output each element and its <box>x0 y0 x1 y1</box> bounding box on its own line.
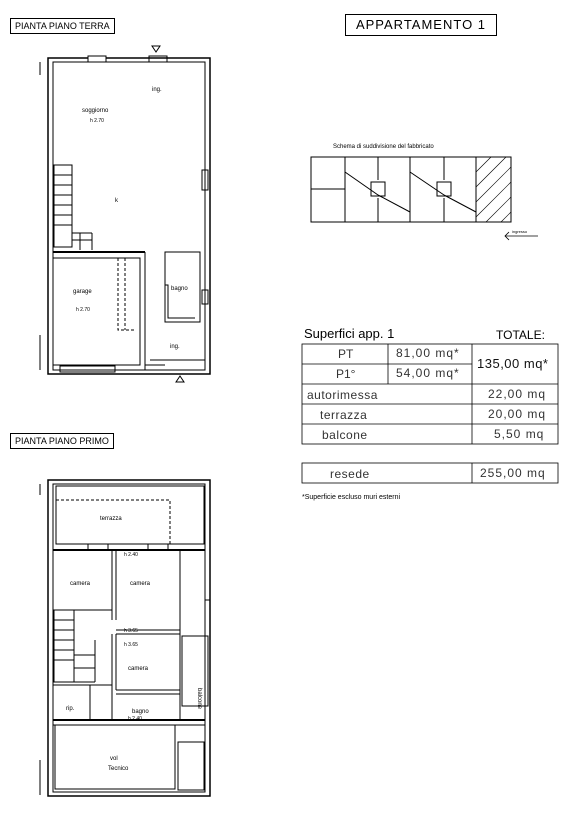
total-header: TOTALE: <box>496 328 545 342</box>
soggiorno-height-text: h 2.70 <box>90 118 104 124</box>
camera-right-text: camera <box>130 581 151 587</box>
ground-floor-label: PIANTA PIANO TERRA <box>10 18 115 34</box>
first-bagno-text: bagno <box>132 709 149 715</box>
extra-terrazza-value: 20,00 mq <box>488 407 547 421</box>
row-pt-label: PT <box>338 347 354 361</box>
ground-ing-bottom-text: ing. <box>170 344 180 350</box>
garage-height-text: h 2.70 <box>76 307 90 313</box>
footnote: *Superficie escluso muri esterni <box>302 494 401 501</box>
ground-floor-plan <box>40 56 210 374</box>
height-365-b-text: h 3.65 <box>124 642 138 648</box>
scheme-title: Schema di suddivisione del fabbricato <box>333 144 434 150</box>
extra-autorimessa-label: autorimessa <box>307 388 378 402</box>
garage-text: garage <box>73 289 92 295</box>
soggiorno-text: soggiorno <box>82 108 109 114</box>
ground-ing-top-text: ing. <box>152 87 162 93</box>
vol-text: vol <box>110 756 118 762</box>
extra-balcone-value: 5,50 mq <box>494 427 545 441</box>
hatched-unit <box>476 157 511 222</box>
balcone-text: balcone <box>196 688 202 710</box>
total-value: 135,00 mq* <box>477 356 549 371</box>
page-title: APPARTAMENTO 1 <box>345 14 497 36</box>
first-floor-plan <box>40 480 210 796</box>
first-height-top-text: h 2.40 <box>124 552 138 558</box>
surfaces-title: Superfici app. 1 <box>304 326 395 341</box>
row-pt-value: 81,00 mq* <box>396 346 460 360</box>
ground-bagno-text: bagno <box>171 286 188 292</box>
kitchen-text: k <box>115 198 118 204</box>
total-header-label: TOTALE <box>496 328 542 342</box>
first-stair <box>54 610 95 682</box>
scheme-note: ingresso <box>512 229 528 234</box>
first-floor-label: PIANTA PIANO PRIMO <box>10 433 114 449</box>
resede-label: resede <box>330 467 370 481</box>
row-p1-value: 54,00 mq* <box>396 366 460 380</box>
resede-value: 255,00 mq <box>480 466 546 480</box>
extra-terrazza-label: terrazza <box>320 408 368 422</box>
terrazza-text: terrazza <box>100 516 122 522</box>
rip-text: rip. <box>66 706 75 712</box>
extra-balcone-label: balcone <box>322 428 368 442</box>
camera-left-text: camera <box>70 581 91 587</box>
height-365-a-text: h 3.65 <box>124 628 138 634</box>
first-height-bagno-text: h 2.40 <box>128 716 142 722</box>
row-p1-label: P1° <box>336 367 356 381</box>
ground-stair <box>54 165 92 250</box>
camera-mid-text: camera <box>128 666 149 672</box>
extra-autorimessa-value: 22,00 mq <box>488 387 547 401</box>
tecnico-text: Tecnico <box>108 766 129 772</box>
